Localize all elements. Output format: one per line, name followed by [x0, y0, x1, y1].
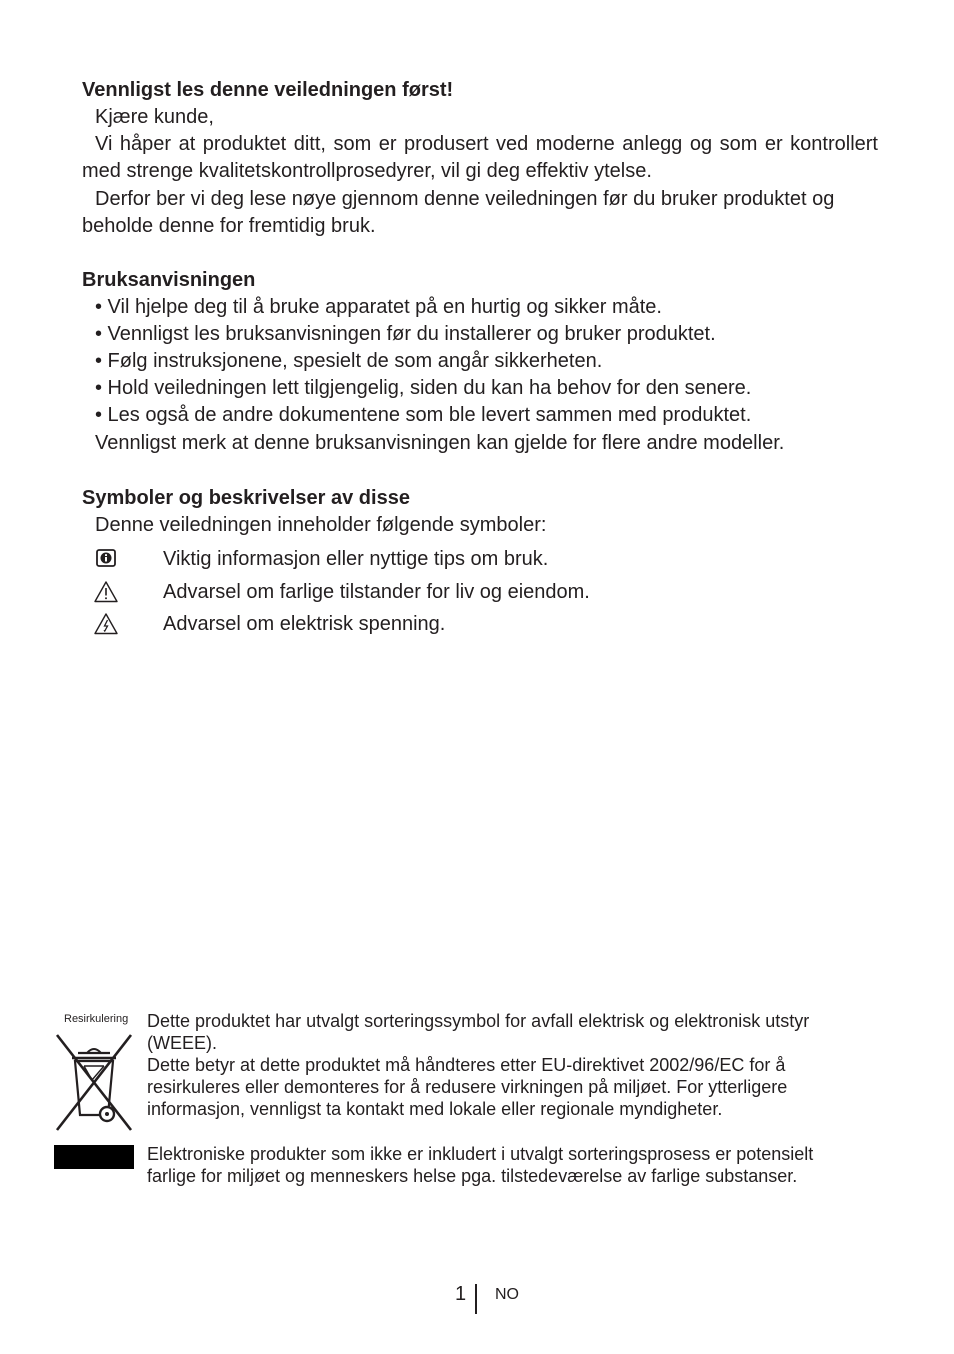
recycling-paragraph-2: Dette betyr at dette produktet må håndteres etter EU-direktivet 2002/96/EC for å resirkuleres eller demonteres for å redusere virkningen på miljøet. For ytterligere informasjon, vennligst ta kontakt med lokale eller regionale myndigheter.: [147, 1055, 788, 1119]
recycling-paragraph-3: Elektroniske produkter som ikke er inkludert i utvalgt sorteringsprosess er potensielt farlige for miljøet og menneskers helse pga. tilstedeværelse av farlige substanser.: [147, 1144, 814, 1186]
manual-heading: Bruksanvisningen: [82, 269, 256, 291]
recycling-caption: Resirkulering: [64, 1013, 129, 1025]
manual-bullet-list: [95, 294, 751, 429]
bullet-item: • Les også de andre dokumentene som ble levert sammen med produktet.: [95, 404, 752, 426]
warning-triangle-icon: [94, 580, 118, 604]
symbol-info-text: Viktig informasjon eller nyttige tips om bruk.: [163, 548, 549, 570]
language-code: NO: [495, 1286, 519, 1303]
electric-warning-icon: [94, 612, 118, 636]
symbols-heading: Symboler og beskrivelser av disse: [82, 487, 410, 509]
intro-heading: Vennligst les denne veiledningen først!: [82, 79, 454, 101]
symbols-intro: Denne veiledningen inneholder følgende symboler:: [95, 514, 547, 536]
bullet-item: • Vennligst les bruksanvisningen før du installerer og bruker produktet.: [95, 323, 716, 345]
greeting: Kjære kunde,: [95, 106, 214, 128]
manual-note: Vennligst merk at denne bruksanvisningen kan gjelde for flere andre modeller.: [95, 432, 785, 454]
bullet-item: • Vil hjelpe deg til å bruke apparatet på en hurtig og sikker måte.: [95, 296, 662, 318]
footer-divider: [475, 1284, 477, 1314]
recycling-paragraph-1: Dette produktet har utvalgt sorteringssymbol for avfall elektrisk og elektronisk utstyr (WEEE).: [147, 1011, 810, 1053]
crossed-out-bin-icon: [54, 1030, 134, 1134]
page-number: 1: [455, 1283, 467, 1305]
weee-black-bar: [54, 1145, 134, 1169]
intro-paragraph-1: Vi håper at produktet ditt, som er produsert ved moderne anlegg og som er kontrollert med strenge kvalitetskontrollprosedyrer, vil gi deg effektiv ytelse.: [82, 133, 878, 182]
bullet-item: • Hold veiledningen lett tilgjengelig, siden du kan ha behov for den senere.: [95, 377, 752, 399]
intro-paragraph-2: Derfor ber vi deg lese nøye gjennom denne veiledningen før du bruker produktet og beholde denne for fremtidig bruk.: [82, 188, 835, 237]
bullet-item: • Følg instruksjonene, spesielt de som angår sikkerheten.: [95, 350, 603, 372]
info-icon: [94, 547, 118, 571]
symbol-warning-text: Advarsel om farlige tilstander for liv og eiendom.: [163, 581, 590, 603]
symbol-electric-text: Advarsel om elektrisk spenning.: [163, 613, 446, 635]
